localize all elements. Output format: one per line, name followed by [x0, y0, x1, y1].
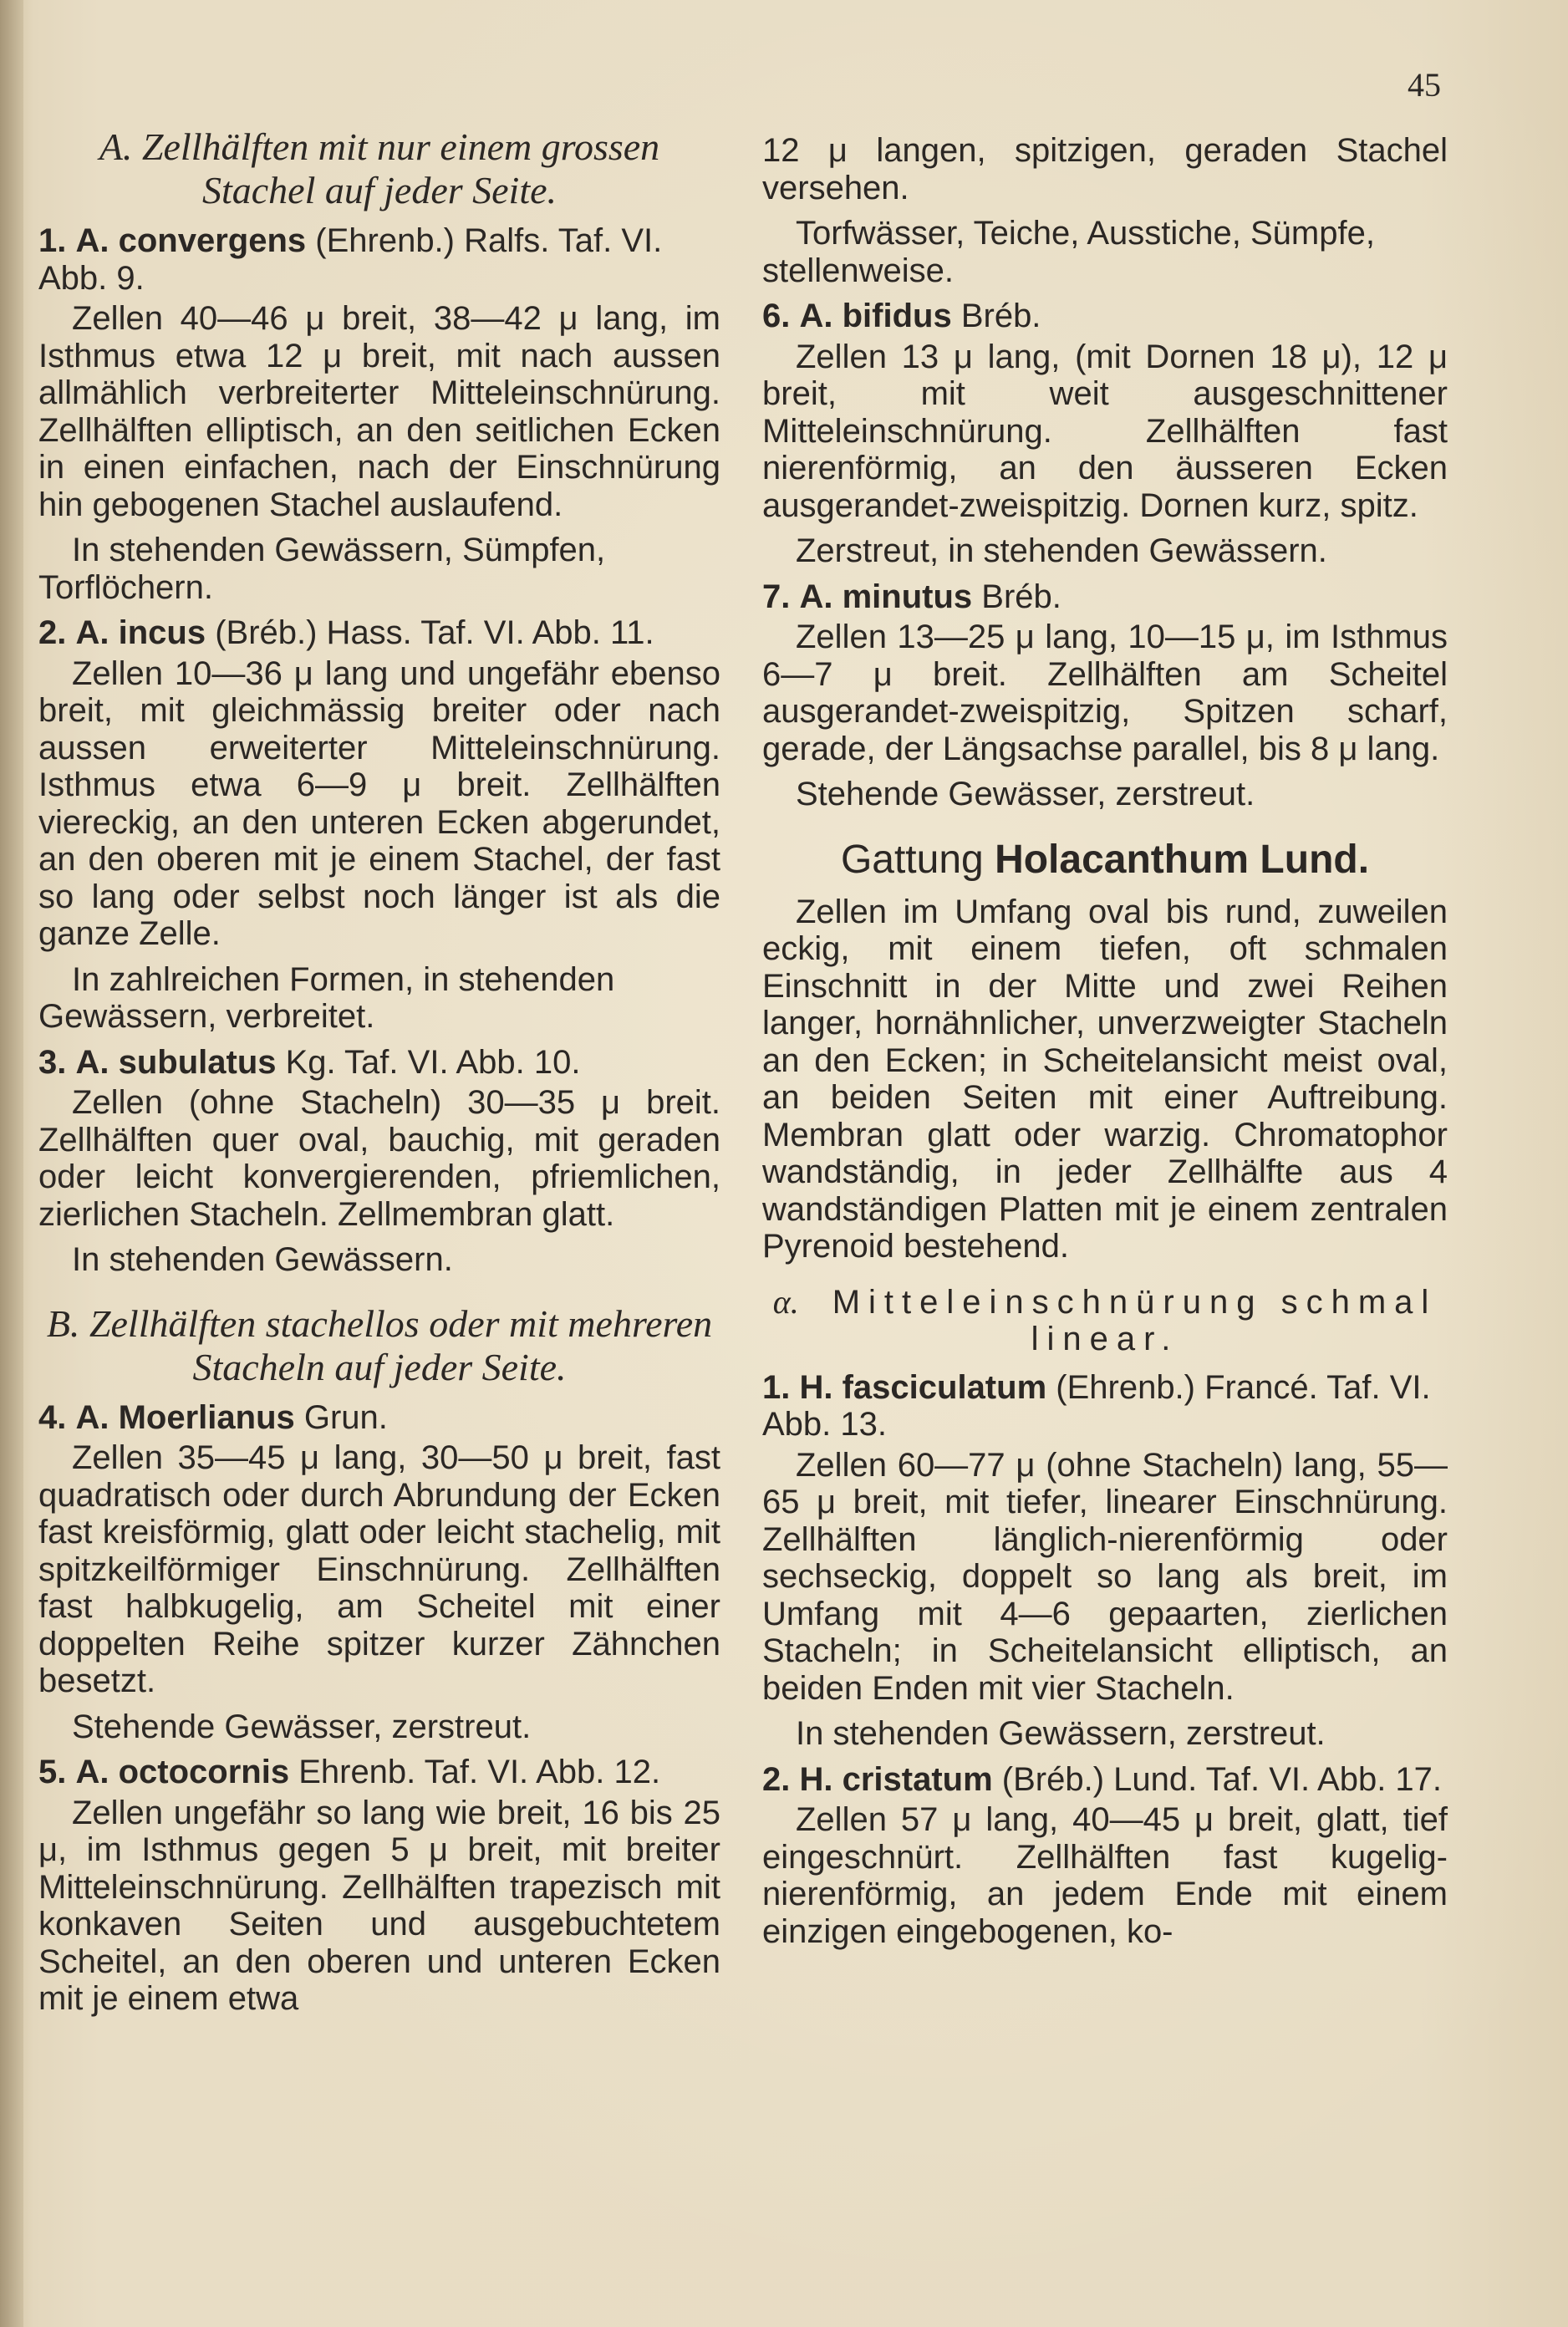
species-habitat: Zerstreut, in stehenden Gewässern.: [796, 532, 1327, 569]
species-heading: [762, 1761, 1448, 1799]
species-name: A. bifidus: [799, 298, 952, 334]
continued-habitat: Torfwässer, Teiche, Ausstiche, Sümpfe, stellenweise.: [762, 215, 1375, 289]
species-author: Grun.: [294, 1398, 388, 1436]
species-habitat: In stehenden Gewässern.: [72, 1241, 453, 1278]
species-entry: [38, 1044, 720, 1279]
species-heading: [38, 1754, 720, 1791]
species-entry: [38, 1754, 720, 2018]
species-description: Zellen 60—77 μ (ohne Stacheln) lang, 55—65 μ breit, mit tiefer, linearer Einschnürung. Zellhälften länglich-nierenförmig oder sechseckig, doppelt so lang als breit, im Umfang mit 4—6 gepaarten, zierlichen Stacheln; in Scheitelansicht elliptisch, an beiden Enden mit vier Stacheln.: [762, 1446, 1448, 1707]
species-heading: [38, 1399, 720, 1437]
species-name: H. fasciculatum: [799, 1368, 1047, 1406]
species-entry: [38, 614, 720, 1036]
species-habitat: In stehenden Gewässern, Sümpfen, Torflöchern.: [38, 532, 606, 606]
genus-name: Holacanthum Lund.: [995, 837, 1370, 882]
left-column: [38, 125, 720, 2018]
species-habitat: In stehenden Gewässern, zerstreut.: [796, 1715, 1326, 1752]
species-author: Bréb.: [972, 578, 1061, 615]
species-number: 6.: [762, 298, 791, 334]
species-number: 2.: [762, 1760, 791, 1798]
species-author: (Bréb.) Lund. Taf. VI. Abb. 17.: [992, 1760, 1443, 1798]
species-number: 3.: [38, 1043, 67, 1081]
species-heading: [38, 222, 720, 297]
species-name: A. minutus: [799, 578, 973, 615]
subsection-marker: α.: [772, 1282, 799, 1321]
subsection-text: Mitteleinschnürung schmal linear.: [832, 1283, 1438, 1357]
species-description: Zellen (ohne Stacheln) 30—35 μ breit. Zellhälften quer oval, bauchig, mit geraden oder leicht konvergierenden, pfriemlichen, zierlichen Stacheln. Zellmembran glatt.: [38, 1084, 720, 1233]
species-name: A. octocornis: [75, 1754, 290, 1790]
subsection-heading: [762, 1284, 1448, 1357]
species-author: (Ehrenb.) Ralfs. Taf. VI. Abb. 9.: [38, 222, 663, 297]
species-name: H. cristatum: [799, 1760, 993, 1798]
species-name: A. subulatus: [75, 1043, 277, 1081]
species-entry: [38, 1399, 720, 1746]
species-heading: [762, 298, 1448, 335]
species-heading: [762, 578, 1448, 616]
species-description: Zellen 35—45 μ lang, 30—50 μ breit, fast quadratisch oder durch Abrundung der Ecken fast kreisförmig, glatt oder leicht stachelig, mit spitzkeilförmiger Einschnürung. Zellhälften fast halbkugelig, am Scheitel mit einer doppelten Reihe spitzer kurzer Zähnchen besetzt.: [38, 1439, 720, 1699]
species-description: Zellen 13—25 μ lang, 10—15 μ, im Isthmus 6—7 μ breit. Zellhälften am Scheitel ausgerandet-zweispitzig, Spitzen scharf, gerade, der Längsachse parallel, bis 8 μ lang.: [762, 619, 1448, 767]
species-name: A. Moerlianus: [75, 1398, 295, 1436]
species-description: Zellen 10—36 μ lang und ungefähr ebenso breit, mit gleichmässig breiter oder nach aussen erweiterter Mitteleinschnürung. Isthmus etwa 6—9 μ breit. Zellhälften viereckig, an den unteren Ecken abgerundet, an den oberen mit je einem Stachel, der fast so lang oder selbst noch länger ist als die ganze Zelle.: [38, 654, 720, 952]
genus-heading: [762, 835, 1448, 885]
species-number: 7.: [762, 578, 791, 615]
species-heading: [762, 1369, 1448, 1444]
species-heading: [38, 1044, 720, 1082]
page-gutter: [0, 0, 23, 2327]
section-heading-a: A. Zellhälften mit nur einem grossen Stachel auf jeder Seite.: [99, 125, 660, 211]
species-author: (Bréb.) Hass. Taf. VI. Abb. 11.: [206, 614, 654, 651]
species-number: 4.: [38, 1398, 67, 1436]
species-number: 1.: [38, 222, 67, 259]
species-number: 1.: [762, 1368, 791, 1406]
species-entry: [762, 298, 1448, 570]
species-name: A. incus: [75, 614, 206, 651]
species-description: Zellen 57 μ lang, 40—45 μ breit, glatt, tief eingeschnürt. Zellhälften fast kugelig-nierenförmig, an jedem Ende mit einem einzigen eingebogenen, ko-: [762, 1801, 1448, 1950]
species-author: Ehrenb. Taf. VI. Abb. 12.: [289, 1754, 661, 1790]
continued-text: 12 μ langen, spitzigen, geraden Stachel versehen.: [762, 132, 1448, 206]
species-description: Zellen ungefähr so lang wie breit, 16 bis 25 μ, im Isthmus gegen 5 μ breit, mit breiter Mitteleinschnürung. Zellhälften trapezisch mit konkaven Seiten und ausgebuchtetem Scheitel, an den oberen und unteren Ecken mit je einem etwa: [38, 1794, 720, 2017]
species-name: A. convergens: [75, 222, 307, 259]
species-entry: [762, 1369, 1448, 1753]
species-author: (Ehrenb.) Francé. Taf. VI. Abb. 13.: [762, 1368, 1431, 1443]
genus-description: Zellen im Umfang oval bis rund, zuweilen eckig, mit einem tiefen, oft schmalen Einschnitt in der Mitte und zwei Reihen langer, hornähnlicher, unverzweigter Stacheln an den Ecken; in Scheitelansicht meist oval, an beiden Seiten mit einer Auftreibung. Membran glatt oder warzig. Chromatophor wandständig, in jeder Zellhälfte aus 4 wandständigen Platten mit je einem zentralen Pyrenoid bestehend.: [762, 893, 1448, 1265]
species-habitat: Stehende Gewässer, zerstreut.: [72, 1708, 532, 1745]
page-number: 45: [1408, 66, 1441, 104]
species-author: Bréb.: [951, 298, 1041, 334]
right-column: [762, 132, 1448, 1950]
species-number: 5.: [38, 1754, 67, 1790]
species-heading: [38, 614, 720, 652]
species-habitat: Stehende Gewässer, zerstreut.: [796, 776, 1255, 812]
genus-label: Gattung: [840, 837, 995, 882]
species-number: 2.: [38, 614, 67, 651]
species-entry: [762, 578, 1448, 813]
species-description: Zellen 13 μ lang, (mit Dornen 18 μ), 12 μ breit, mit weit ausgeschnittener Mitteleinschnürung. Zellhälften fast nierenförmig, an den äusseren Ecken ausgerandet-zweispitzig. Dornen kurz, spitz.: [762, 338, 1448, 524]
species-habitat: In zahlreichen Formen, in stehenden Gewässern, verbreitet.: [38, 960, 615, 1035]
section-heading-b: B. Zellhälften stachellos oder mit mehreren Stacheln auf jeder Seite.: [46, 1301, 713, 1388]
species-author: Kg. Taf. VI. Abb. 10.: [276, 1043, 581, 1081]
species-description: Zellen 40—46 μ breit, 38—42 μ lang, im Isthmus etwa 12 μ breit, mit nach aussen allmählich verbreiterter Mitteleinschnürung. Zellhälften elliptisch, an den seitlichen Ecken in einen einfachen, nach der Einschnürung hin gebogenen Stachel auslaufend.: [38, 300, 720, 523]
species-entry: [762, 1761, 1448, 1951]
species-entry: [38, 222, 720, 606]
